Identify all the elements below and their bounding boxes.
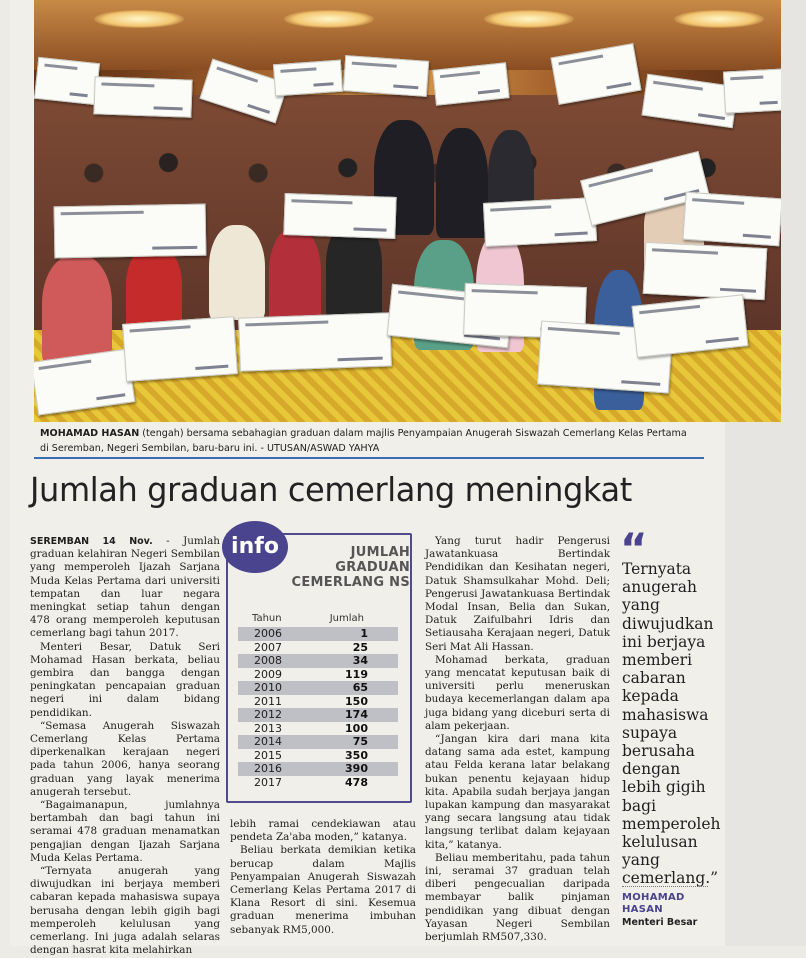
mock-cheque: [93, 76, 192, 117]
quote-marks-icon: “: [620, 524, 648, 573]
info-table-row: [238, 695, 398, 709]
article-paragraph: “Ternyata anugerah yang diwujudkan ini berjaya memberi cabaran kepada mahasiswa supaya berusaha dengan lebih gigih bagi memperoleh kelulusan yang cemerlang. Ini juga adalah selaras dengan hasrat kita melahirkan: [30, 865, 220, 957]
chandelier-light: [674, 10, 764, 28]
row-count: 100: [345, 721, 368, 735]
mock-cheque: [432, 62, 509, 106]
row-year: 2006: [254, 627, 282, 641]
mock-cheque: [723, 68, 781, 113]
mock-cheque: [122, 316, 238, 382]
article-paragraph: “Bagaimanapun, jumlahnya bertambah dan bagi tahun ini seramai 478 graduan menamatkan pengajian dengan Ijazah Sarjana Muda Kelas Pertama.: [30, 799, 220, 864]
mock-cheque: [283, 193, 396, 239]
info-table-row: [238, 641, 398, 655]
info-table-row: [238, 681, 398, 695]
row-year: 2015: [254, 748, 282, 762]
mock-cheque: [34, 57, 100, 105]
row-year: 2017: [254, 775, 282, 789]
header-count: Jumlah: [329, 613, 364, 624]
row-count: 25: [352, 640, 368, 654]
row-count: 390: [345, 762, 368, 776]
row-count: 75: [352, 735, 368, 749]
caption-name: MOHAMAD HASAN: [40, 428, 140, 439]
info-table: [238, 613, 398, 789]
article-headline: Jumlah graduan cemerlang meningkat: [30, 470, 632, 509]
chandelier-light: [284, 10, 374, 28]
caption-text: (tengah) bersama sebahagian graduan dalam majlis Penyampaian Anugerah Siswazah Cemerlang Kelas Pertama di Seremban, Negeri Sembilan, baru-baru ini. - UTUSAN/ASWAD YAHYA: [40, 428, 687, 454]
chandelier-light: [94, 10, 184, 28]
info-table-row: [238, 708, 398, 722]
info-table-row: [238, 749, 398, 763]
row-count: 174: [345, 708, 368, 722]
info-table-row: [238, 776, 398, 790]
info-table-row: [238, 722, 398, 736]
row-year: 2012: [254, 708, 282, 722]
row-year: 2011: [254, 694, 282, 708]
info-table-row: [238, 762, 398, 776]
row-count: 65: [352, 681, 368, 695]
row-count: 119: [345, 667, 368, 681]
guest-figure: [436, 128, 488, 238]
chandelier-light: [484, 10, 574, 28]
photo-caption: [34, 424, 704, 459]
article-paragraph: lebih ramai cendekiawan atau pendeta Za'aba moden,” katanya.: [230, 818, 416, 844]
article-paragraph: “Semasa Anugerah Siswazah Cemerlang Kelas Pertama diperkenalkan kerajaan negeri pada tahun 2006, hanya seorang graduan yang layak menerima anugerah tersebut.: [30, 719, 220, 798]
mock-cheque: [643, 242, 768, 300]
row-year: 2016: [254, 762, 282, 776]
row-year: 2013: [254, 721, 282, 735]
info-table-row: [238, 735, 398, 749]
info-table-body: [238, 627, 398, 789]
article-paragraph: Mohamad berkata, graduan yang mencatat keputusan baik di universiti perlu meneruskan budaya kecemerlangan dalam apa juga bidang yang diceburi serta di alam pekerjaan.: [425, 653, 610, 732]
quote-author-role: Menteri Besar: [622, 917, 698, 928]
row-count: 150: [345, 694, 368, 708]
info-box: [226, 533, 412, 803]
info-table-row: [238, 654, 398, 668]
news-photo: [34, 0, 781, 422]
row-count: 350: [345, 748, 368, 762]
article-paragraph: Yang turut hadir Pengerusi Jawatankuasa Bertindak Pendidikan dan Kesihatan negeri, Datuk Shamsulkahar Mohd. Deli; Pengerusi Jawatankuasa Bertindak Modal Insan, Belia dan Sukan, Datuk Zaifulbahri Idris dan Setiausaha Kerajaan negeri, Datuk Seri Mat Ali Hassan.: [425, 535, 610, 653]
article-paragraph: Beliau berkata demikian ketika berucap dalam Majlis Penyampaian Anugerah Siswazah Cemerlang Kelas Pertama 2017 di Klana Resort di sini. Kesemua graduan menerima imbuhan sebanyak RM5,000.: [230, 844, 416, 936]
divider: [622, 886, 708, 887]
article-column-1: [30, 535, 220, 958]
mock-cheque: [343, 55, 429, 97]
row-year: 2010: [254, 681, 282, 695]
info-box-title: JUMLAH GRADUAN CEMERLANG NS: [291, 545, 410, 590]
row-year: 2008: [254, 654, 282, 668]
article-paragraph: “Jangan kira dari mana kita datang sama ada estet, kampung atau Felda kerana latar belakang bukan penentu kejayaan hidup kita. Apabila sudah berjaya jangan lupakan kampung dan masyarakat yang secara langsung atau tidak langsung terlibat dalam kejayaan kita,” katanya.: [425, 733, 610, 851]
row-year: 2014: [254, 735, 282, 749]
article-paragraph: SEREMBAN 14 Nov. - Jumlah graduan kelahiran Negeri Sembilan yang memperoleh Ijazah Sarjana Muda Kelas Pertama dari universiti tempatan dan luar negara meningkat setiap tahun dengan 478 orang memperoleh keputusan cemerlang bagi tahun 2017.: [30, 535, 220, 640]
mock-cheque: [54, 204, 207, 259]
quote-author-name: MOHAMAD HASAN: [622, 892, 685, 915]
row-count: 34: [352, 654, 368, 668]
row-count: 1: [360, 627, 368, 641]
row-year: 2007: [254, 640, 282, 654]
row-year: 2009: [254, 667, 282, 681]
article-paragraph: Menteri Besar, Datuk Seri Mohamad Hasan berkata, beliau gembira dan bangga dengan peningkatan pencapaian graduan negeri ini dalam bidang pendidikan.: [30, 640, 220, 719]
pull-quote: Ternyata anugerah yang diwujudkan ini berjaya memberi cabaran kepada mahasiswa supaya berusaha dengan lebih gigih bagi memperoleh kelulusan yang cemerlang.”: [622, 560, 721, 888]
dateline: SEREMBAN 14 Nov.: [30, 536, 153, 547]
header-year: Tahun: [252, 613, 282, 624]
article-column-2: [230, 818, 416, 937]
info-table-header: [238, 613, 398, 627]
info-table-row: [238, 668, 398, 682]
article-paragraph: Beliau memberitahu, pada tahun ini, seramai 37 graduan telah diberi pengecualian daripada membayar balik pinjaman pendidikan yang dibuat dengan Yayasan Negeri Sembilan berjumlah RM507,330.: [425, 851, 610, 944]
mock-cheque: [238, 312, 392, 371]
info-table-row: [238, 627, 398, 641]
mock-cheque: [483, 197, 597, 247]
article-column-3: [425, 535, 610, 944]
graduate-figure: [209, 225, 265, 320]
row-count: 478: [345, 775, 368, 789]
info-badge: info: [222, 521, 288, 573]
graduate-figure: [42, 255, 112, 365]
mock-cheque: [682, 192, 781, 247]
mock-cheque: [273, 60, 343, 97]
graduate-figure: [269, 228, 321, 328]
